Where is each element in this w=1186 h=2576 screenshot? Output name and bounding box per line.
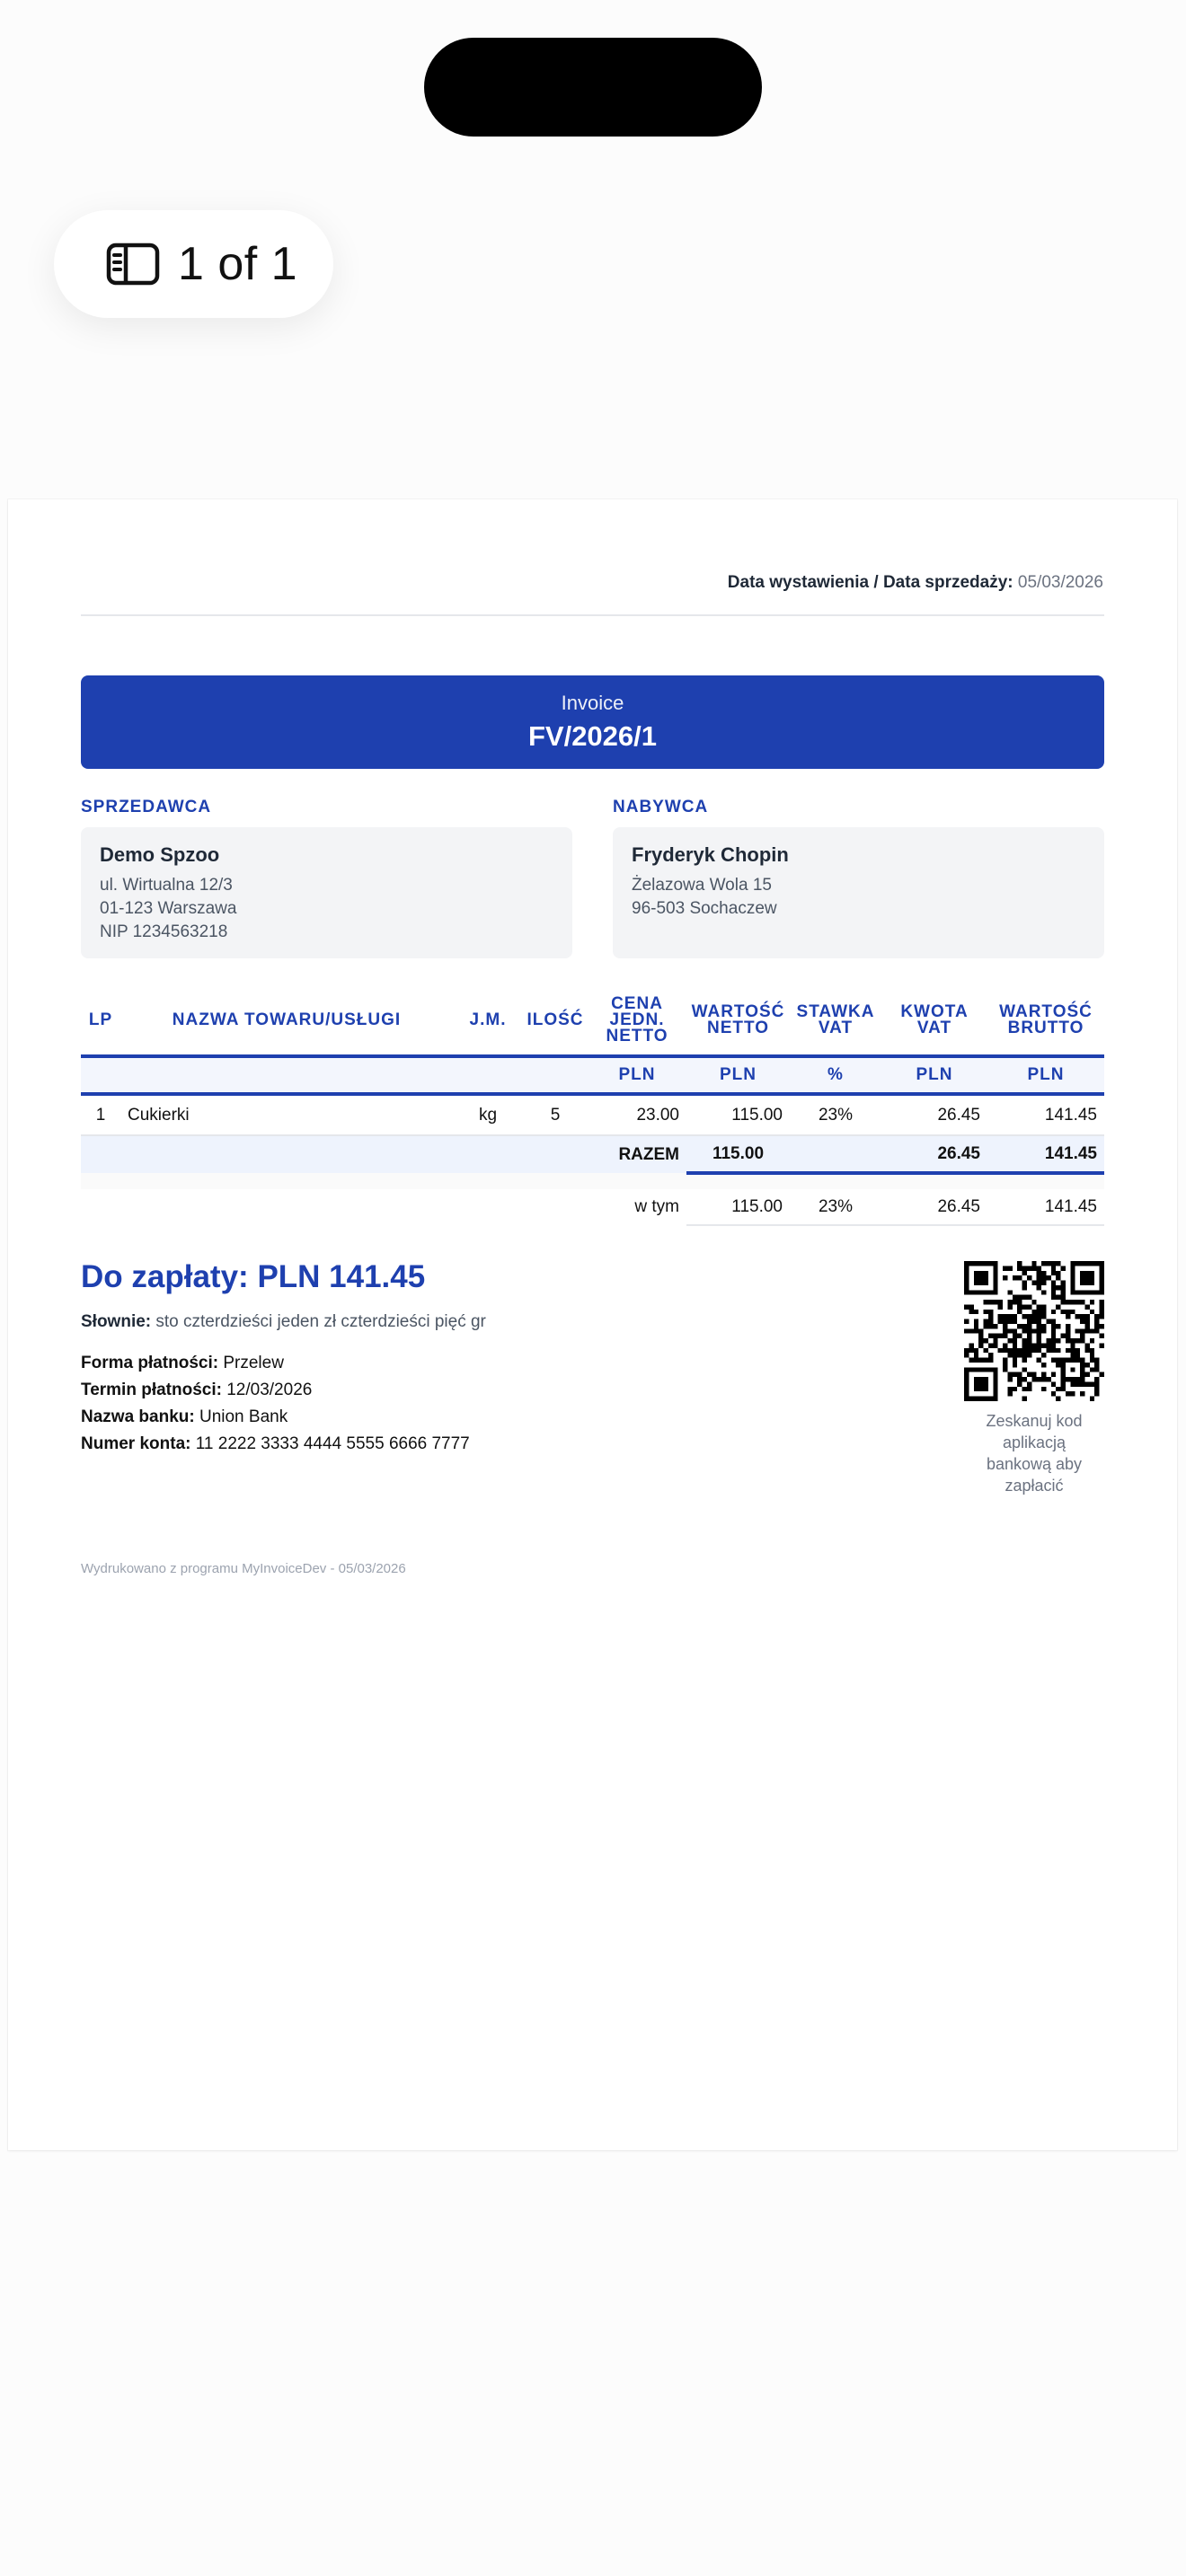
- unit-cell: %: [790, 1056, 881, 1094]
- table-header-row: [81, 986, 1104, 1056]
- breakdown-net: 115.00: [686, 1189, 790, 1225]
- payment-deadline: Termin płatności: 12/03/2026: [81, 1381, 313, 1399]
- unit-cell: PLN: [987, 1056, 1104, 1094]
- seller-card: [81, 827, 572, 958]
- qr-caption: Zeskanuj kod aplikacją bankową aby zapłacić: [986, 1412, 1083, 1495]
- col-name: NAZWA TOWARU/USŁUGI: [120, 986, 453, 1056]
- total-net: 115.00: [686, 1135, 790, 1173]
- col-unit: J.M.: [453, 986, 523, 1056]
- cell-qty: 5: [523, 1094, 588, 1135]
- print-footer: Wydrukowano z programu MyInvoiceDev - 05/03/2026: [81, 1561, 406, 1576]
- dynamic-island: [424, 38, 762, 137]
- buyer-address-line: Żelazowa Wola 15: [632, 876, 772, 895]
- col-vat-amount: KWOTA VAT: [881, 986, 987, 1056]
- amount-due-label: Do zapłaty:: [81, 1259, 249, 1294]
- table-breakdown-row: [81, 1189, 1104, 1225]
- seller-tax-id: NIP 1234563218: [100, 922, 228, 941]
- total-vat: 26.45: [881, 1135, 987, 1173]
- cell-unit-price: 23.00: [588, 1094, 686, 1135]
- cell-name: Cukierki: [120, 1094, 453, 1135]
- amount-due: [81, 1259, 425, 1295]
- col-qty: ILOŚĆ: [523, 986, 588, 1056]
- col-gross-value: WARTOŚĆ BRUTTO: [987, 986, 1104, 1056]
- cell-vat-amount: 26.45: [881, 1094, 987, 1135]
- issue-date-value: 05/03/2026: [1017, 573, 1103, 592]
- total-label: RAZEM: [588, 1135, 686, 1173]
- col-unit-price: CENA JEDN. NETTO: [588, 986, 686, 1056]
- breakdown-rate: 23%: [790, 1189, 881, 1225]
- invoice-document: [8, 499, 1177, 2150]
- bank-name: Nazwa banku: Union Bank: [81, 1407, 288, 1426]
- amount-in-words: [81, 1312, 486, 1332]
- amount-in-words-value: sto czterdzieści jeden zł czterdzieści pięć gr: [155, 1312, 486, 1331]
- buyer-card: [613, 827, 1104, 958]
- breakdown-vat: 26.45: [881, 1189, 987, 1225]
- issue-date-label: Data wystawienia / Data sprzedaży:: [727, 573, 1013, 592]
- total-gross: 141.45: [987, 1135, 1104, 1173]
- seller-heading: SPRZEDAWCA: [81, 798, 212, 816]
- buyer-name: Fryderyk Chopin: [632, 843, 789, 866]
- invoice-number: FV/2026/1: [527, 720, 658, 752]
- cell-net-value: 115.00: [686, 1094, 790, 1135]
- invoice-banner: [81, 675, 1104, 769]
- amount-due-value: PLN 141.45: [257, 1259, 426, 1294]
- table-units-row: [81, 1056, 1104, 1094]
- cell-vat-rate: 23%: [790, 1094, 881, 1135]
- payment-details: [81, 1350, 470, 1458]
- table-row: [81, 1094, 1104, 1135]
- unit-cell: PLN: [588, 1056, 686, 1094]
- buyer-address-line: 96-503 Sochaczew: [632, 899, 777, 918]
- col-vat-rate: STAWKA VAT: [790, 986, 881, 1056]
- qr-code-icon: [964, 1261, 1104, 1401]
- seller-address-line: ul. Wirtualna 12/3: [100, 876, 233, 895]
- invoice-banner-label: Invoice: [561, 692, 624, 714]
- page-indicator-button[interactable]: [54, 210, 333, 318]
- cell-unit: kg: [453, 1094, 523, 1135]
- issue-date-line: [728, 573, 1103, 593]
- divider: [81, 614, 1104, 616]
- unit-cell: PLN: [881, 1056, 987, 1094]
- cell-gross-value: 141.45: [987, 1094, 1104, 1135]
- amount-in-words-label: Słownie:: [81, 1312, 152, 1331]
- breakdown-label: w tym: [634, 1197, 679, 1216]
- col-lp: LP: [81, 986, 120, 1056]
- seller-name: Demo Spzoo: [100, 843, 220, 866]
- sidebar-pages-icon: [106, 243, 160, 286]
- items-table: [81, 986, 1104, 1226]
- table-total-row: [81, 1135, 1104, 1173]
- cell-lp: 1: [81, 1094, 120, 1135]
- page-indicator-label: 1 of 1: [178, 238, 298, 290]
- payment-method: Forma płatności: Przelew: [81, 1354, 284, 1372]
- unit-cell: PLN: [686, 1056, 790, 1094]
- seller-address-line: 01-123 Warszawa: [100, 899, 237, 918]
- buyer-heading: NABYWCA: [613, 798, 709, 816]
- account-number: Numer konta: 11 2222 3333 4444 5555 6666 7777: [81, 1434, 470, 1453]
- col-net-value: WARTOŚĆ NETTO: [686, 986, 790, 1056]
- breakdown-gross: 141.45: [987, 1189, 1104, 1225]
